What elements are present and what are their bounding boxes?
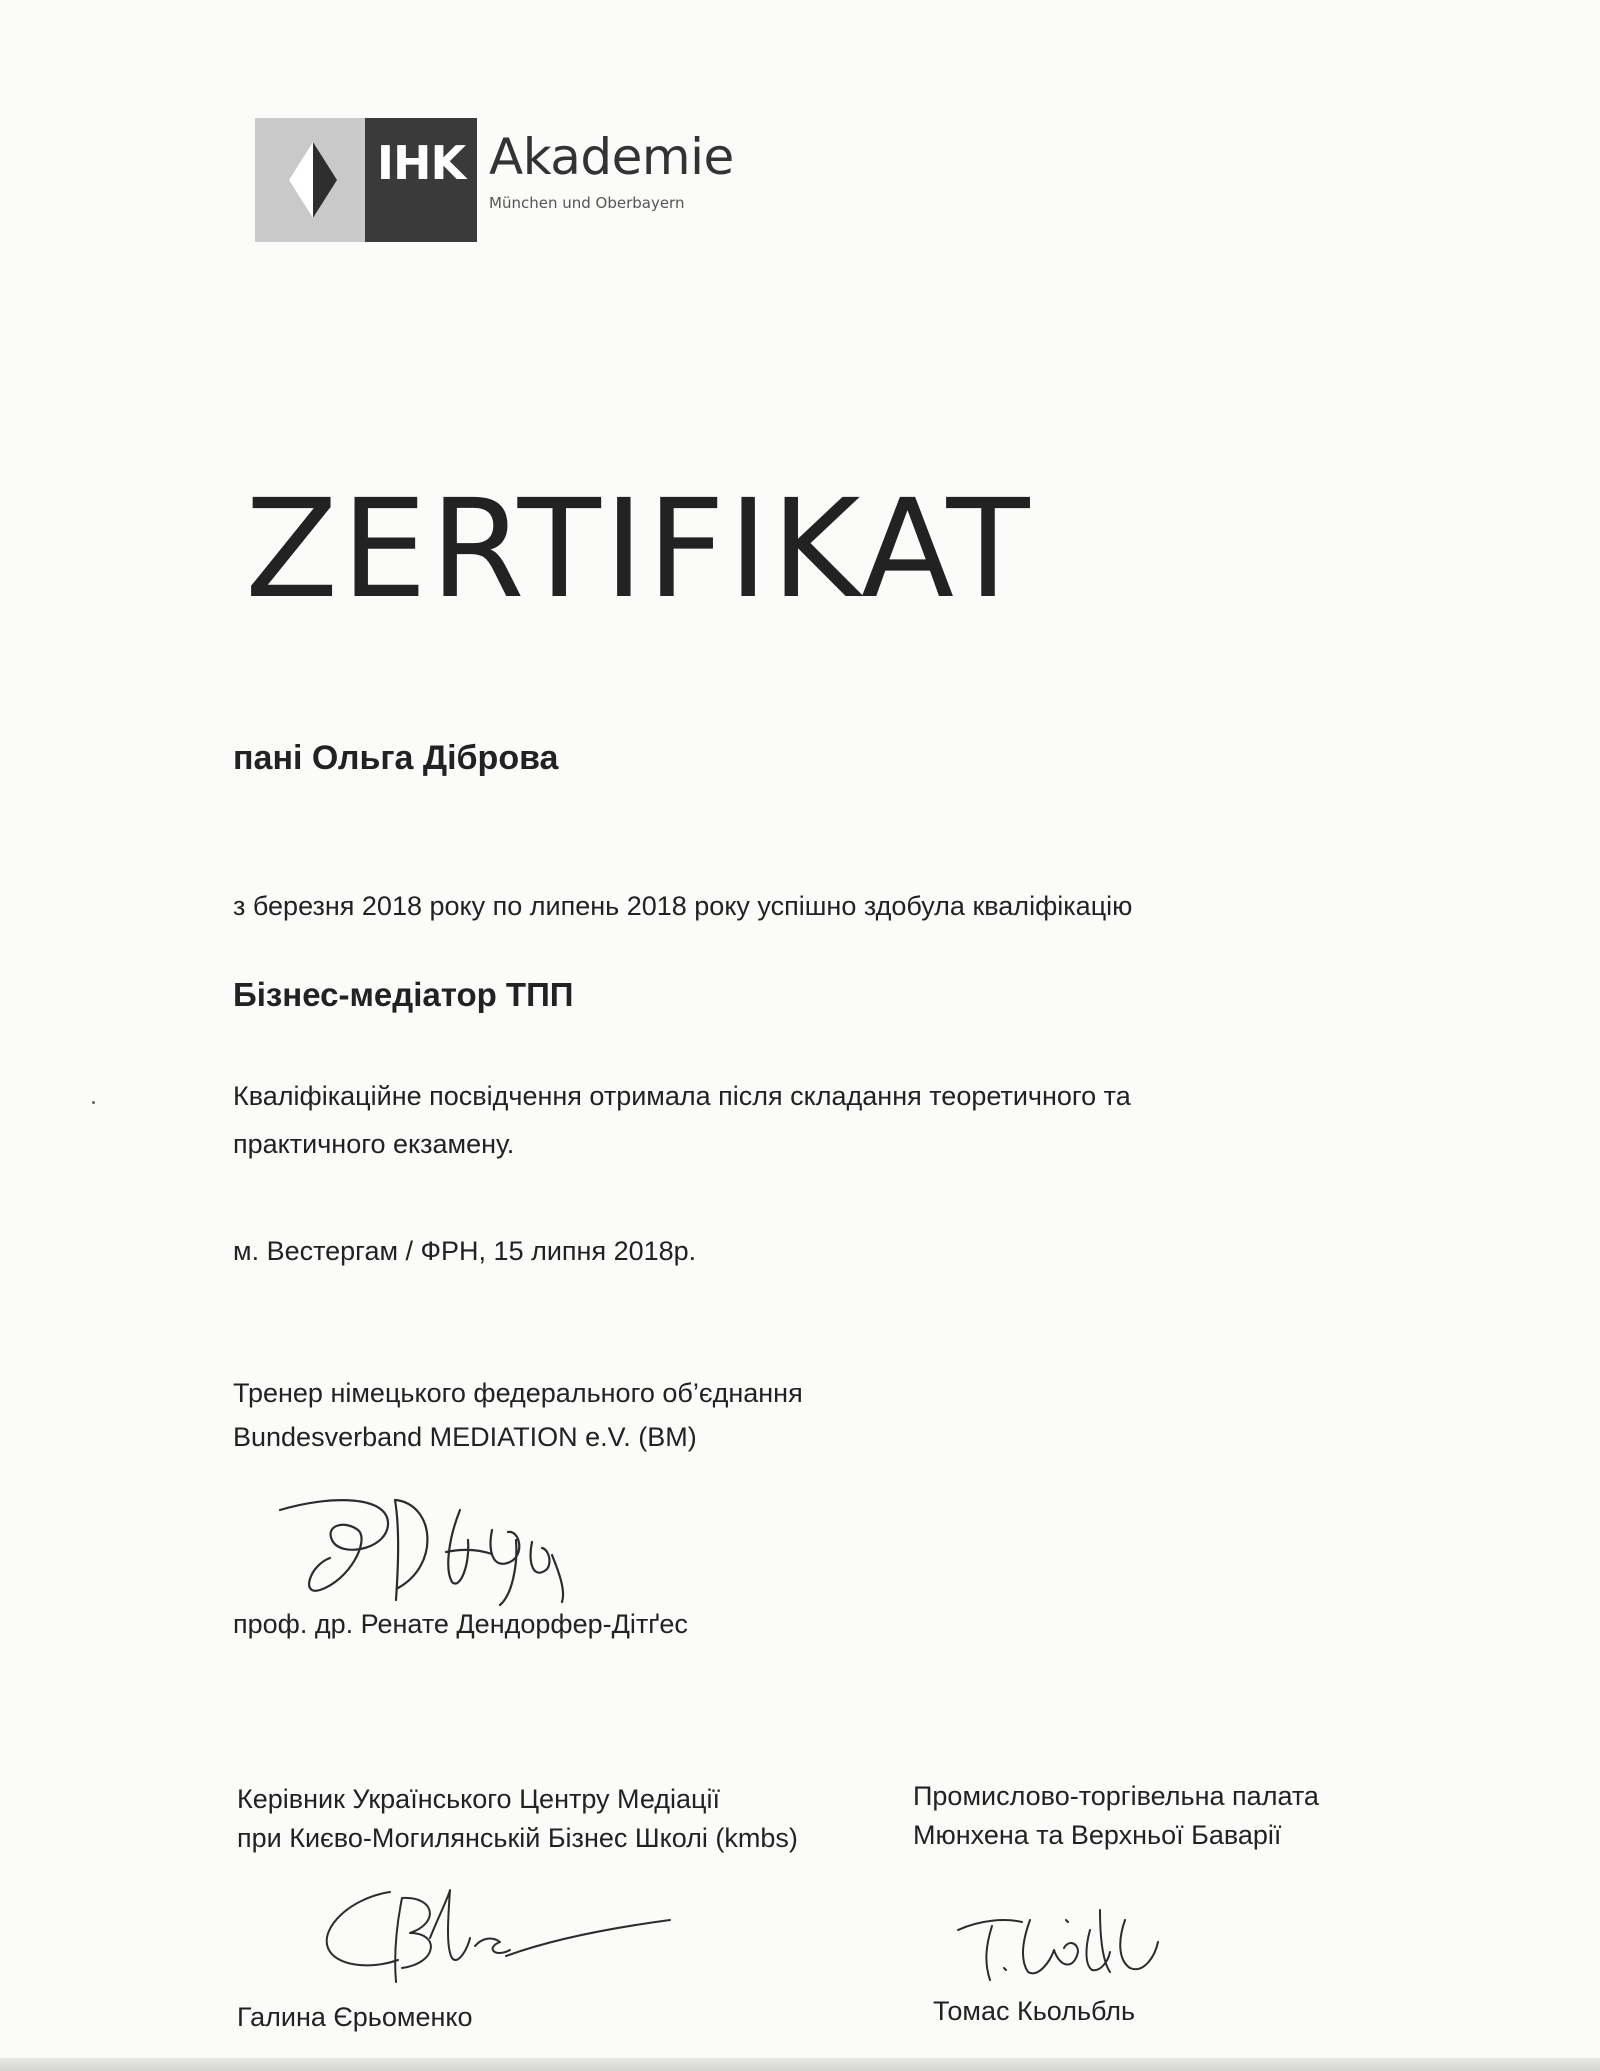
qualification-title: Бізнес-медіатор ТПП xyxy=(233,976,574,1013)
logo-subtitle: München und Oberbayern xyxy=(489,194,685,212)
trainer-line-1: Тренер німецького федерального об’єднання xyxy=(233,1378,803,1408)
right-signature xyxy=(950,1890,1220,1990)
trainer-line-2: Bundesverband MEDIATION e.V. (BM) xyxy=(233,1422,697,1452)
trainer-block xyxy=(233,1371,803,1459)
scan-bottom-edge xyxy=(0,2058,1600,2071)
exam-statement xyxy=(233,1072,1131,1168)
trainer-name: проф. др. Ренате Дендорфер-Дітґес xyxy=(233,1609,688,1639)
scan-speck xyxy=(92,1101,95,1104)
right-signer-name: Томас Кьольбль xyxy=(933,1996,1136,2026)
footer-right-organization xyxy=(913,1777,1319,1855)
footer-left-organization xyxy=(237,1780,798,1858)
footer-left-line-1: Керівник Українського Центру Медіації xyxy=(237,1784,721,1814)
recipient-name: пані Ольга Діброва xyxy=(233,739,559,777)
logo-name: Akademie xyxy=(489,128,734,186)
logo-brand-block xyxy=(365,118,477,242)
exam-line-2: практичного екзамену. xyxy=(233,1129,515,1159)
ihk-akademie-logo xyxy=(255,118,734,242)
exam-line-1: Кваліфікаційне посвідчення отримала після складання теоретичного та xyxy=(233,1081,1131,1111)
place-date: м. Вестергам / ФРН, 15 липня 2018р. xyxy=(233,1236,697,1266)
footer-right-line-1: Промислово-торгівельна палата xyxy=(913,1781,1319,1811)
footer-right-line-2: Мюнхена та Верхньої Баварії xyxy=(913,1820,1282,1850)
certificate-title: ZERTIFIKAT xyxy=(245,471,1033,629)
logo-text xyxy=(477,118,734,242)
footer-left-line-2: при Києво-Могилянській Бізнес Школі (kmbs) xyxy=(237,1823,798,1853)
logo-mark xyxy=(255,118,365,242)
logo-brand: IHK xyxy=(376,136,466,190)
left-signer-name: Галина Єрьоменко xyxy=(237,2002,473,2032)
diamond-icon xyxy=(255,118,365,242)
left-signature xyxy=(310,1878,680,1988)
period-text: з березня 2018 року по липень 2018 року успішно здобула кваліфікацію xyxy=(233,891,1133,921)
